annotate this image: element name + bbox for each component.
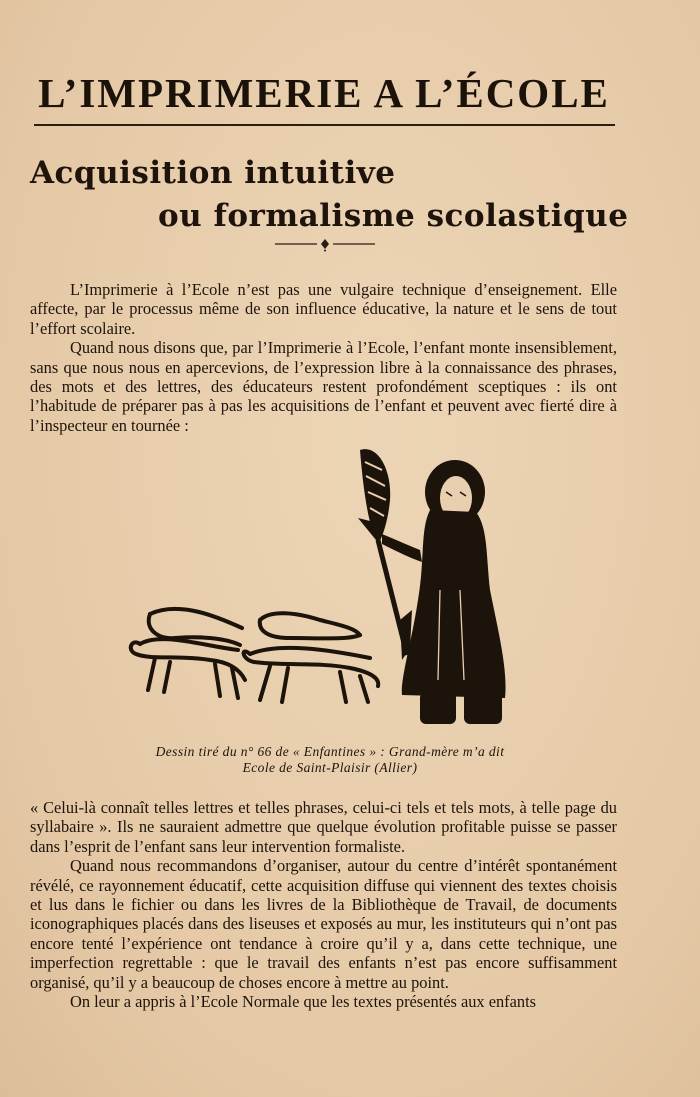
article-body-top xyxy=(30,280,617,435)
article-body-bottom xyxy=(30,798,617,1011)
woodcut-illustration xyxy=(120,440,520,735)
article-title-line2: ou formalisme scolastique xyxy=(158,198,629,234)
paragraph: Quand nous recommandons d’organiser, autour du centre d’intérêt spontanément révélé, ce rayonnement éducatif, cette acquisition diffuse qui viennent des textes choisis et lus dans le fichier ou dans les livres de la Bibliothèque de Travail, de documents iconographiques placés dans des liseuses et exposés au mur, les instituteurs qui n’ont pas encore tenté l’expérience ont tendance à croire qu’il y a, dans cette technique, une imperfection regrettable : que le travail des enfants n’est pas encore suffisamment organisé, qu’il y a beaucoup de choses encore à mettre au point. xyxy=(30,856,617,992)
title-ornament xyxy=(275,238,375,252)
article-title-line1: Acquisition intuitive xyxy=(30,155,396,191)
paragraph: « Celui-là connaît telles lettres et telles phrases, celui-ci tels et tels mots, à telle page du syllabaire ». Ils ne sauraient admettre que quelque évolution profitable puisse se passer dans l’esprit de l’enfant sans leur intervention formaliste. xyxy=(30,798,617,856)
pig-drawing-left xyxy=(131,609,245,698)
masthead-title: L’IMPRIMERIE A L’ÉCOLE xyxy=(38,70,610,116)
paragraph: L’Imprimerie à l’Ecole n’est pas une vulgaire technique d’enseignement. Elle affecte, par le processus même de son influence éducative, la nature et le sens de tout l’effort scolaire. xyxy=(30,280,617,338)
masthead-rule xyxy=(34,124,615,126)
paragraph: Quand nous disons que, par l’Imprimerie à l’Ecole, l’enfant monte insensiblement, sans que nous nous en apercevions, de l’expression libre à la connaissance des phrases, des mots et des lettres, des éducateurs restent profondément sceptiques : ils ont l’habitude de préparer pas à pas les acquisitions de l’enfant et peuvent avec fierté dire à l’inspecteur en tournée : xyxy=(30,338,617,435)
paragraph: On leur a appris à l’Ecole Normale que les textes présentés aux enfants xyxy=(70,992,537,1012)
caption-line1: Dessin tiré du n° 66 de « Enfantines » : Grand-mère m’a dit xyxy=(155,744,505,759)
pig-drawing-right xyxy=(244,613,379,702)
figure-caption xyxy=(80,744,580,776)
grandmother-drawing xyxy=(382,460,506,724)
caption-line2: Ecole de Saint-Plaisir (Allier) xyxy=(242,760,418,775)
